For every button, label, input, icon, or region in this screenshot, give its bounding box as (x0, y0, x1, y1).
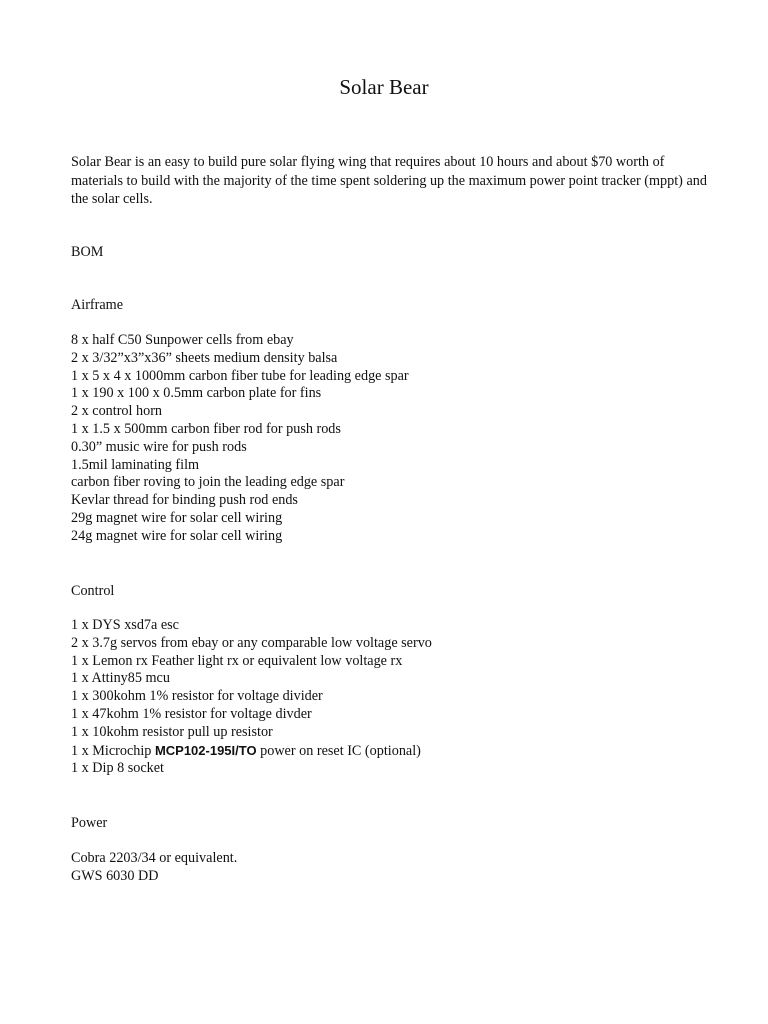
control-item-chip (71, 742, 711, 761)
power-heading: Power (71, 815, 108, 831)
control-heading: Control (71, 583, 115, 599)
intro-paragraph: Solar Bear is an easy to build pure solar flying wing that requires about 10 hours and about $70 worth of materials to build with the majority of the time spent soldering up the maximum power point tracker (mppt) and the solar cells. (71, 154, 707, 207)
airframe-list (71, 332, 711, 546)
chip-line-prefix: 1 x Microchip (71, 742, 155, 759)
airframe-item: 1 x 190 x 100 x 0.5mm carbon plate for fins (71, 385, 322, 402)
power-list (71, 850, 711, 886)
control-item: 1 x Dip 8 socket (71, 760, 164, 777)
power-item: Cobra 2203/34 or equivalent. (71, 850, 238, 866)
airframe-item: Kevlar thread for binding push rod ends (71, 492, 298, 509)
airframe-item: 1.5mil laminating film (71, 456, 200, 473)
control-item: 2 x 3.7g servos from ebay or any comparable low voltage servo (71, 634, 432, 651)
airframe-item: 8 x half C50 Sunpower cells from ebay (71, 332, 294, 348)
airframe-item: 29g magnet wire for solar cell wiring (71, 509, 283, 526)
airframe-item: 2 x 3/32”x3”x36” sheets medium density balsa (71, 349, 338, 366)
airframe-item: 1 x 5 x 4 x 1000mm carbon fiber tube for leading edge spar (71, 367, 409, 384)
airframe-item: 0.30” music wire for push rods (71, 438, 247, 455)
chip-part-number: MCP102-195I/TO (154, 742, 257, 758)
control-list (71, 617, 711, 778)
document-title: Solar Bear (339, 75, 429, 99)
control-item: 1 x DYS xsd7a esc (71, 617, 179, 633)
airframe-item: 2 x control horn (71, 403, 163, 420)
control-item: 1 x Attiny85 mcu (71, 670, 170, 687)
airframe-item: 24g magnet wire for solar cell wiring (71, 527, 283, 544)
airframe-item: carbon fiber roving to join the leading edge spar (71, 474, 345, 491)
power-item: GWS 6030 DD (71, 867, 159, 884)
control-item: 1 x Lemon rx Feather light rx or equivalent low voltage rx (71, 652, 403, 669)
control-item: 1 x 10kohm resistor pull up resistor (71, 723, 273, 740)
chip-line-suffix: power on reset IC (optional) (256, 742, 421, 759)
control-item: 1 x 300kohm 1% resistor for voltage divider (71, 688, 323, 705)
control-item: 1 x 47kohm 1% resistor for voltage divder (71, 705, 312, 722)
airframe-heading: Airframe (71, 297, 123, 313)
airframe-item: 1 x 1.5 x 500mm carbon fiber rod for push rods (71, 420, 341, 437)
bom-heading: BOM (71, 244, 104, 260)
